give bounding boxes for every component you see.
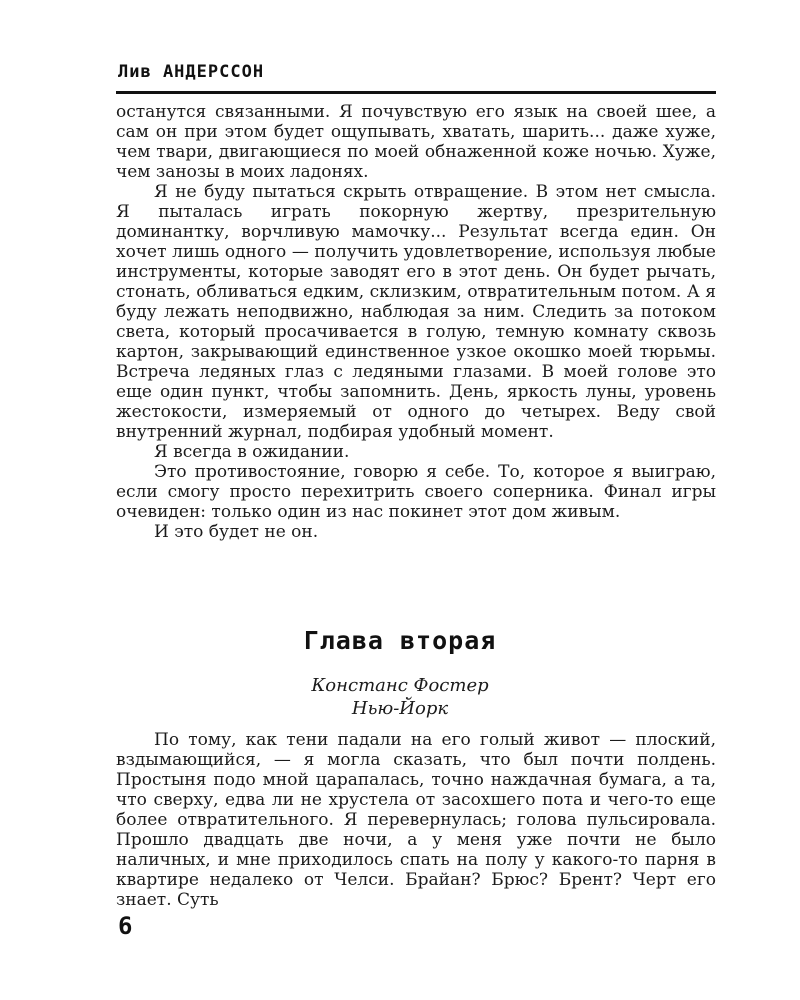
byline-place: Нью-Йорк xyxy=(351,698,449,719)
paragraph: По тому, как тени падали на его голый живот — плоский, вздымающийся, — я могла сказать, что был почти полдень. Простыня подо мной царапалась, точно наждачная бумага, а та, что сверху, едва ли не хрустела от засохшего пота и чего-то еще более отвратительного. Я перевернулась; голова пульсировала. Прошло двадцать две ночи, а у меня уже почти не было наличных, и мне приходилось спать на полу у какого-то парня в квартире недалеко от Челси. Брайан? Брюс? Брент? Черт его знает. Суть xyxy=(116,730,716,910)
chapter-byline xyxy=(0,674,800,720)
body-text-section-one xyxy=(116,102,716,542)
paragraph: Я не буду пытаться скрыть отвращение. В этом нет смысла. Я пыталась играть покорную жертву, презрительную доминантку, ворчливую мамочку... Результат всегда един. Он хочет лишь одного — получить удовлетворение, используя любые инструменты, которые заводят его в этот день. Он будет рычать, стонать, обливаться едким, склизким, отвратительным потом. А я буду лежать неподвижно, наблюдая за ним. Следить за потоком света, который просачивается в голую, темную комнату сквозь картон, закрывающий единственное узкое окошко моей тюрьмы. Встреча ледяных глаз с ледяными глазами. В моей голове это еще один пункт, чтобы запомнить. День, яркость луны, уровень жестокости, измеряемый от одного до четырех. Веду свой внутренний журнал, подбирая удобный момент. xyxy=(116,182,716,442)
header-rule xyxy=(116,91,716,94)
chapter-title: Глава вторая xyxy=(303,626,497,655)
body-text-section-two xyxy=(116,730,716,910)
paragraph: останутся связанными. Я почувствую его язык на своей шее, а сам он при этом будет ощупывать, хватать, шарить... даже хуже, чем твари, двигающиеся по моей обнаженной коже ночью. Хуже, чем занозы в моих ладонях. xyxy=(116,102,716,182)
paragraph: Я всегда в ожидании. xyxy=(154,442,350,462)
running-head-author: Лив АНДЕРССОН xyxy=(118,62,265,82)
paragraph: И это будет не он. xyxy=(154,522,319,542)
byline-author: Констанс Фостер xyxy=(311,675,489,696)
page-number: 6 xyxy=(118,912,133,940)
paragraph: Это противостояние, говорю я себе. То, которое я выиграю, если смогу просто перехитрить своего соперника. Финал игры очевиден: только один из нас покинет этот дом живым. xyxy=(116,462,716,522)
